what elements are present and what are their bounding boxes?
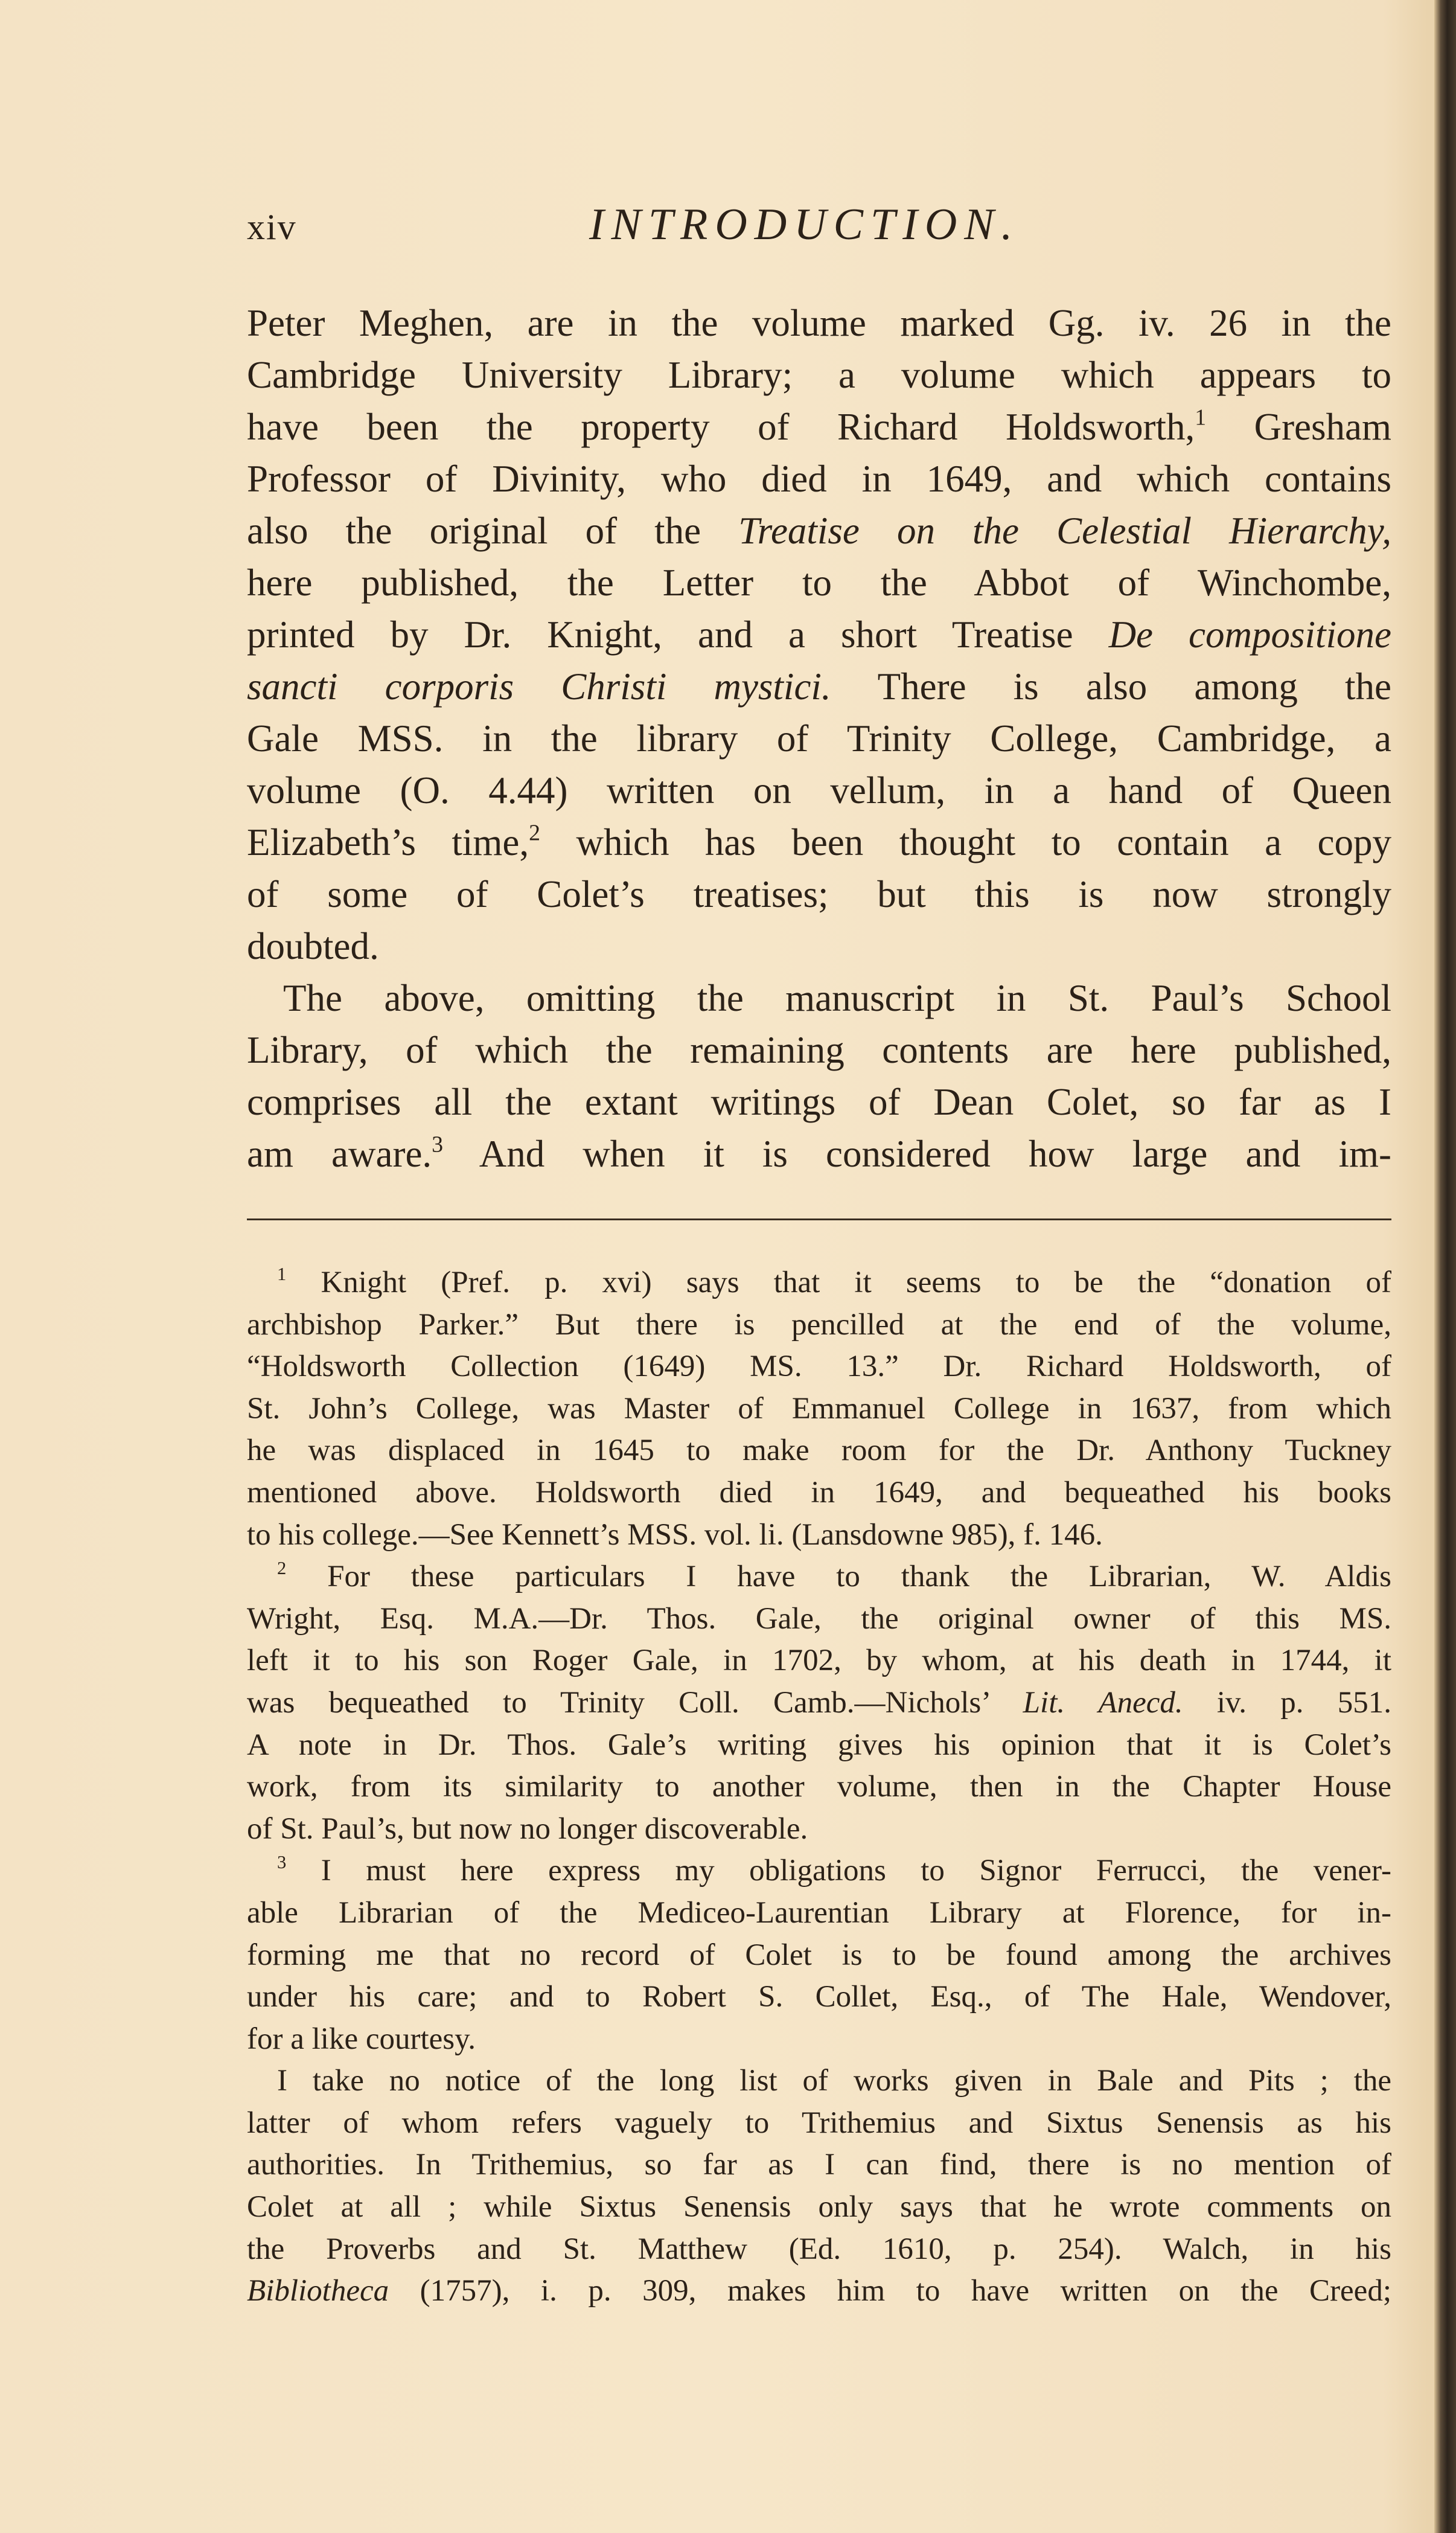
footnotes — [247, 1262, 1391, 2313]
italic-text: Bibliotheca — [247, 2274, 389, 2308]
text-run: Elizabeth’s time, — [247, 821, 529, 863]
text-run: Wright, Esq. M.A.—Dr. Thos. Gale, the original owner of this MS. — [247, 1601, 1391, 1636]
text-run: iv. p. 551. — [1183, 1685, 1391, 1720]
footnote-line — [247, 1850, 1391, 1892]
italic-text: sancti corporis Christi mystici. — [247, 665, 831, 708]
text-run: Gale MSS. in the library of Trinity College, Cambridge, a — [247, 717, 1391, 760]
text-run: I must here express my obligations to Signor Ferrucci, the vener- — [286, 1854, 1391, 1888]
text-run: Library, of which the remaining contents are here published, — [247, 1029, 1391, 1071]
footnote-line — [247, 1724, 1391, 1767]
text-run: to his college.—See Kennett’s MSS. vol. li. (Lansdowne 985), f. 146. — [247, 1517, 1103, 1552]
text-run: Professor of Divinity, who died in 1649, and which contains — [247, 458, 1391, 500]
footnote-marker: 2 — [529, 820, 541, 846]
page-header — [247, 199, 1391, 254]
footnote-line — [247, 2060, 1391, 2102]
footnote-line — [247, 1346, 1391, 1388]
body-line — [247, 816, 1391, 868]
body-line — [247, 661, 1391, 713]
text-run: (1757), i. p. 309, makes him to have written on the Creed; — [389, 2274, 1391, 2308]
footnote-marker: 1 — [277, 1264, 287, 1285]
text-run: which has been thought to contain a copy — [540, 821, 1392, 863]
italic-text: Treatise on the Celestial Hierarchy, — [738, 510, 1391, 552]
footnote-divider — [247, 1218, 1391, 1220]
text-run: authorities. In Trithemius, so far as I can find, there is no mention of — [247, 2148, 1391, 2182]
text-run: Peter Meghen, are in the volume marked Gg. iv. 26 in the — [247, 302, 1391, 344]
footnote-line — [247, 1514, 1391, 1557]
text-run: There is also among the — [831, 665, 1391, 708]
body-line — [247, 713, 1391, 764]
footnote-marker: 3 — [277, 1852, 287, 1873]
footnote-line — [247, 1262, 1391, 1304]
body-line — [247, 1076, 1391, 1128]
footnote-line — [247, 2186, 1391, 2229]
text-run: Cambridge University Library; a volume which appears to — [247, 354, 1391, 396]
text-run: mentioned above. Holdsworth died in 1649, and bequeathed his books — [247, 1475, 1391, 1510]
text-run: doubted. — [247, 925, 379, 967]
footnote-line — [247, 1304, 1391, 1347]
text-run: am aware. — [247, 1133, 432, 1175]
footnote-line — [247, 1892, 1391, 1935]
text-run: Colet at all ; while Sixtus Senensis only says that he wrote comments on — [247, 2190, 1391, 2224]
text-run: he was displaced in 1645 to make room for the Dr. Anthony Tuckney — [247, 1433, 1391, 1468]
body-line — [247, 1024, 1391, 1076]
text-run: under his care; and to Robert S. Collet, Esq., of The Hale, Wendover, — [247, 1980, 1391, 2014]
text-run: “Holdsworth Collection (1649) MS. 13.” Dr. Richard Holdsworth, of — [247, 1350, 1391, 1384]
text-run: printed by Dr. Knight, and a short Treatise — [247, 613, 1109, 656]
footnote-line — [247, 1640, 1391, 1682]
footnote-line — [247, 2229, 1391, 2271]
text-run: of St. Paul’s, but now no longer discoverable. — [247, 1811, 808, 1846]
body-text — [247, 297, 1391, 1180]
text-run: I take no notice of the long list of works given in Bale and Pits ; the — [277, 2064, 1391, 2098]
text-run: For these particulars I have to thank the Librarian, W. Aldis — [286, 1560, 1391, 1594]
body-line — [247, 764, 1391, 816]
footnote-line — [247, 1808, 1391, 1851]
footnote-line — [247, 1682, 1391, 1724]
text-run: work, from its similarity to another volume, then in the Chapter House — [247, 1770, 1391, 1804]
footnote-marker: 3 — [432, 1132, 444, 1158]
text-run: able Librarian of the Mediceo-Laurentian Library at Florence, for in- — [247, 1895, 1391, 1930]
footnote-line — [247, 1388, 1391, 1430]
text-run: And when it is considered how large and im- — [443, 1133, 1391, 1175]
body-line — [247, 868, 1391, 920]
footnote-line — [247, 1472, 1391, 1514]
footnote-line — [247, 1766, 1391, 1808]
footnote-line — [247, 1430, 1391, 1472]
text-run: Knight (Pref. p. xvi) says that it seems to be the “donation of — [286, 1266, 1391, 1299]
text-run: here published, the Letter to the Abbot of Winchombe, — [247, 562, 1391, 604]
italic-text: De compositione — [1108, 613, 1391, 656]
book-spine-edge — [1434, 0, 1456, 2533]
italic-text: Lit. Anecd. — [1023, 1685, 1183, 1720]
text-run: for a like courtesy. — [247, 2022, 476, 2056]
body-line — [247, 505, 1391, 557]
text-run: archbishop Parker.” But there is pencilled at the end of the volume, — [247, 1307, 1391, 1342]
footnote-line — [247, 2102, 1391, 2145]
text-run: was bequeathed to Trinity Coll. Camb.—Nichols’ — [247, 1685, 1023, 1720]
footnote-line — [247, 1556, 1391, 1598]
footnote-line — [247, 1976, 1391, 2019]
body-line — [247, 349, 1391, 401]
body-line — [247, 972, 1391, 1024]
text-run: forming me that no record of Colet is to be found among the archives — [247, 1938, 1391, 1972]
footnote-line — [247, 1598, 1391, 1641]
text-run: A note in Dr. Thos. Gale’s writing gives his opinion that it is Colet’s — [247, 1728, 1391, 1762]
text-run: also the original of the — [247, 510, 739, 552]
text-run: have been the property of Richard Holdsworth, — [247, 406, 1195, 448]
body-line — [247, 297, 1391, 349]
footnote-line — [247, 1935, 1391, 1977]
text-run: Gresham — [1206, 406, 1391, 448]
running-title: INTRODUCTION. — [589, 200, 1020, 249]
body-line — [247, 557, 1391, 609]
text-run: The above, omitting the manuscript in St. Paul’s School — [283, 977, 1391, 1019]
body-line — [247, 920, 1391, 972]
text-run: left it to his son Roger Gale, in 1702, by whom, at his death in 1744, it — [247, 1644, 1391, 1678]
body-line — [247, 1128, 1391, 1180]
text-run: St. John’s College, was Master of Emmanuel College in 1637, from which — [247, 1391, 1391, 1426]
footnote-marker: 1 — [1195, 405, 1207, 431]
body-line — [247, 453, 1391, 505]
text-run: latter of whom refers vaguely to Trithemius and Sixtus Senensis as his — [247, 2105, 1391, 2140]
footnote-line — [247, 2144, 1391, 2186]
text-run: of some of Colet’s treatises; but this is now strongly — [247, 873, 1391, 915]
footnote-line — [247, 2019, 1391, 2061]
text-run: comprises all the extant writings of Dean Colet, so far as I — [247, 1081, 1391, 1123]
page-number: xiv — [247, 207, 297, 247]
footnote-line — [247, 2270, 1391, 2313]
body-line — [247, 401, 1391, 453]
body-line — [247, 609, 1391, 661]
footnote-marker: 2 — [277, 1558, 287, 1579]
text-run: the Proverbs and St. Matthew (Ed. 1610, p. 254). Walch, in his — [247, 2232, 1391, 2266]
text-run: volume (O. 4.44) written on vellum, in a hand of Queen — [247, 769, 1391, 812]
